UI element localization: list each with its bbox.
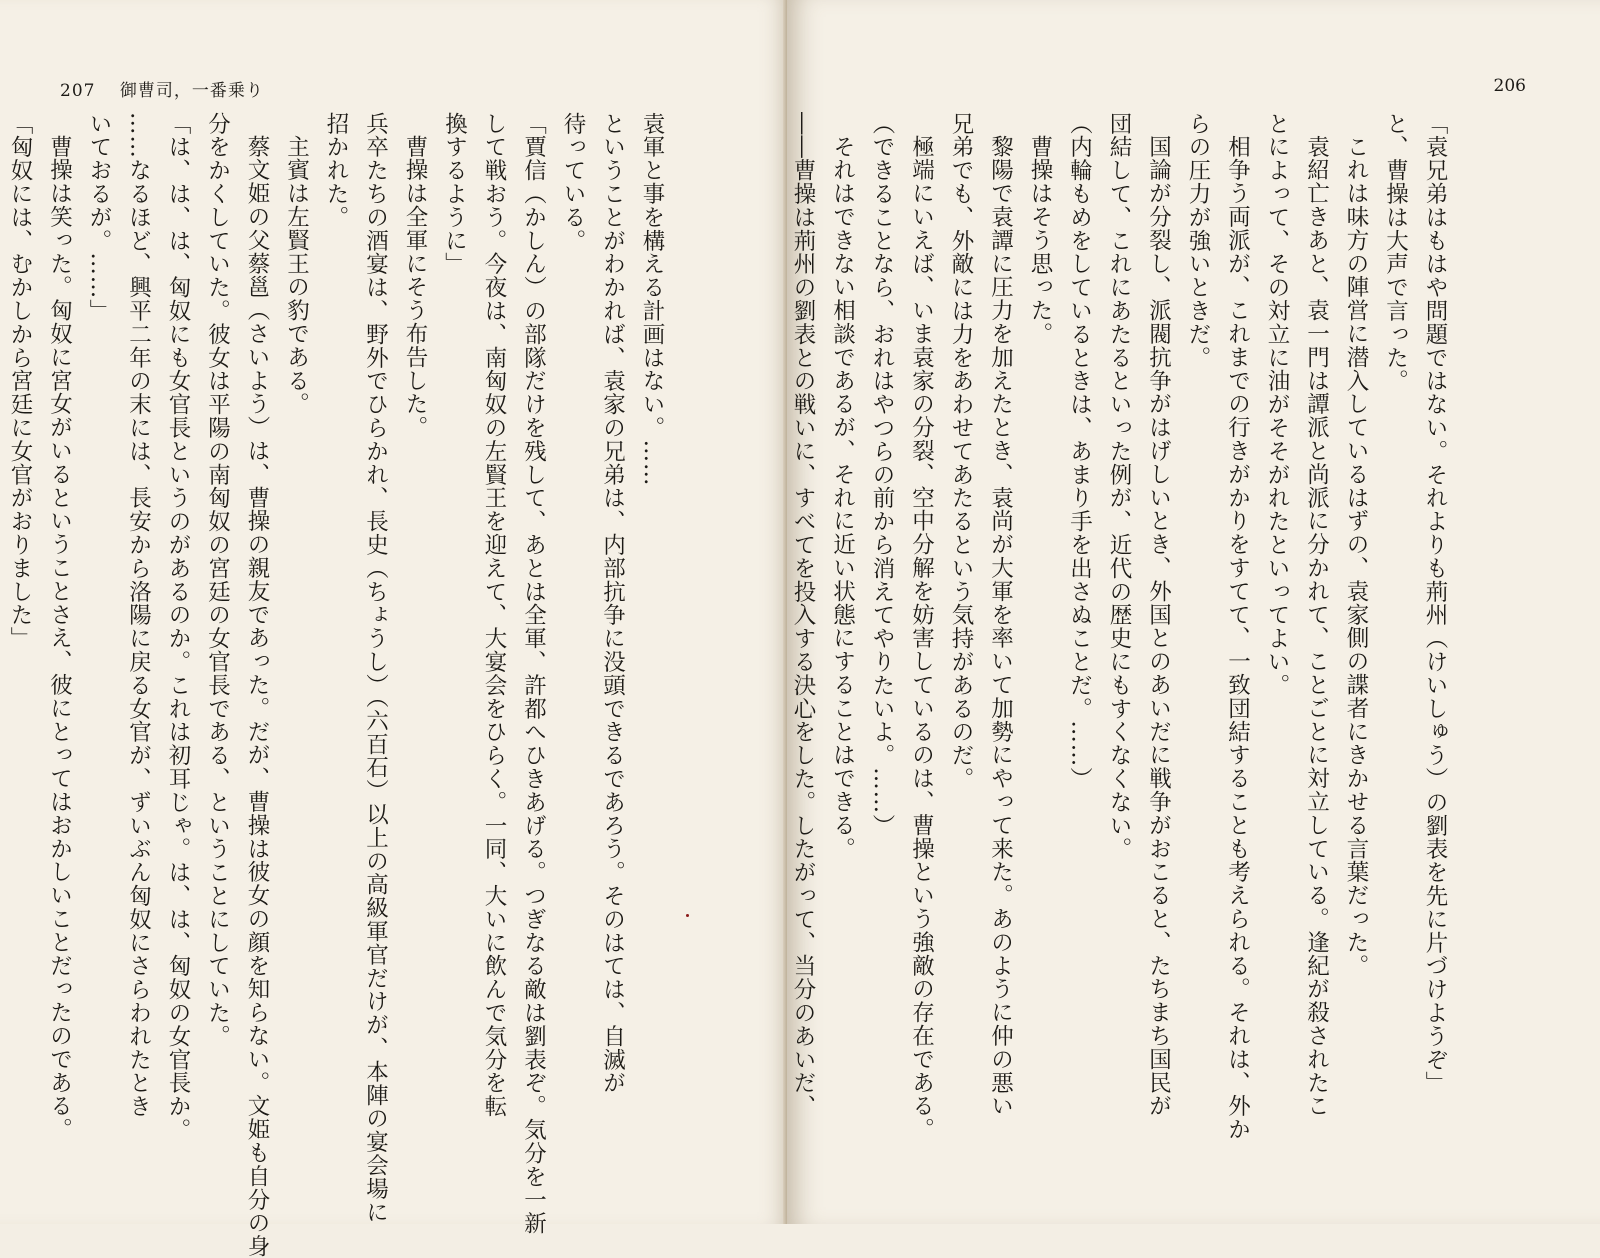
text-line: 団結して、これにあたるといった例が、近代の歴史にもすくなくない。 <box>1106 112 1132 861</box>
text-line: して戦おう。今夜は、南匈奴の左賢王を迎えて、大宴会をひらく。一同、大いに飲んで気分を転 <box>481 112 507 1119</box>
text-line: 黎陽で袁譚に圧力を加えたとき、袁尚が大軍を率いて加勢にやって来た。あのように仲の悪い <box>987 134 1014 1118</box>
text-line: （できることなら、おれはやつらの前から消えてやりたいよ。……） <box>869 112 895 838</box>
text-line: 「袁兄弟はもはや問題ではない。それよりも荊州（けいしゅう）の劉表を先に片づけようぞ」 <box>1422 112 1448 1095</box>
right-page-number: 206 <box>1493 76 1526 96</box>
text-line: 相争う両派が、これまでの行きがかりをすてて、一致団結することも考えられる。それは、外か <box>1224 134 1251 1141</box>
text-line: とによって、その対立に油がそそがれたといってよい。 <box>1264 112 1290 697</box>
text-line: 招かれた。 <box>323 112 349 229</box>
ink-speck <box>686 914 689 917</box>
text-line: 「匈奴には、むかしから宮廷に女官がおりました」 <box>7 112 33 651</box>
text-line: 袁紹亡きあと、袁一門は譚派と尚派に分かれて、ことごとに対立している。逢紀が殺されたこ <box>1303 134 1330 1118</box>
left-page-body <box>7 112 671 1258</box>
text-line: 曹操は全軍にそう布告した。 <box>402 134 428 439</box>
text-line: ……なるほど、興平二年の末には、長安から洛陽に戻る女官が、ずいぶん匈奴にさらわれたとき <box>125 112 152 1119</box>
text-line: 「は、は、は、匈奴にも女官長というのがあるのか。これは初耳じゃ。は、は、匈奴の女官長か。 <box>165 112 191 1142</box>
text-line: 袁軍と事を構える計画はない。…… <box>639 112 665 487</box>
text-line: 主賓は左賢王の豹である。 <box>283 134 310 416</box>
text-line: 兄弟でも、外敵には力をあわせてあたるという気持があるのだ。 <box>948 112 974 791</box>
text-line: 極端にいえば、いま袁家の分裂、空中分解を妨害しているのは、曹操という強敵の存在である。 <box>908 134 935 1141</box>
text-line: 「賈信（かしん）の部隊だけを残して、あとは全軍、許都へひきあげる。つぎなる敵は劉表ぞ。気分を一新 <box>520 112 547 1236</box>
left-page-header <box>60 76 264 101</box>
text-line: と、曹操は大声で言った。 <box>1382 112 1409 393</box>
text-line: らの圧力が強いときだ。 <box>1185 112 1211 370</box>
running-title: 御曹司，一番乗り <box>119 81 264 101</box>
text-line: 換するように」 <box>441 112 468 276</box>
text-line: いておるが。……」 <box>86 112 112 323</box>
text-line: 兵卒たちの酒宴は、野外でひらかれ、長史（ちょうし）（六百石）以上の高級軍官だけが、本陣の宴会場に <box>362 112 389 1224</box>
right-page <box>787 0 1600 1224</box>
text-line: これは味方の陣営に潜入しているはずの、袁家側の諜者にきかせる言葉だった。 <box>1343 134 1369 977</box>
left-page <box>0 0 787 1258</box>
text-line: それはできない相談であるが、それに近い状態にすることはできる。 <box>829 134 856 860</box>
text-line: ――曹操は荊州の劉表との戦いに、すべてを投入する決心をした。したがって、当分のあいだ、 <box>790 112 816 1119</box>
text-line: 曹操は笑った。匈奴に宮女がいるということさえ、彼にとってはおかしいことだったのである。 <box>46 134 73 1141</box>
text-line: 分をかくしていた。彼女は平陽の南匈奴の宮廷の女官長である、ということにしていた。 <box>204 112 231 1048</box>
text-line: 国論が分裂し、派閥抗争がはげしいとき、外国とのあいだに戦争がおこると、たちまち国民が <box>1145 134 1172 1118</box>
right-page-body <box>790 112 1454 1152</box>
text-line: （内輪もめをしているときは、あまり手を出さぬことだ。……） <box>1066 112 1093 791</box>
left-page-number: 207 <box>60 81 96 101</box>
text-line: 蔡文姫の父蔡邕（さいよう）は、曹操の親友であった。だが、曹操は彼女の顔を知らない。文姫も自分の身 <box>244 134 270 1258</box>
text-line: 待っている。 <box>560 112 586 253</box>
text-line: 曹操はそう思った。 <box>1027 134 1053 346</box>
text-line: ということがわかれば、袁家の兄弟は、内部抗争に没頭できるであろう。そのはては、自滅が <box>599 112 626 1095</box>
